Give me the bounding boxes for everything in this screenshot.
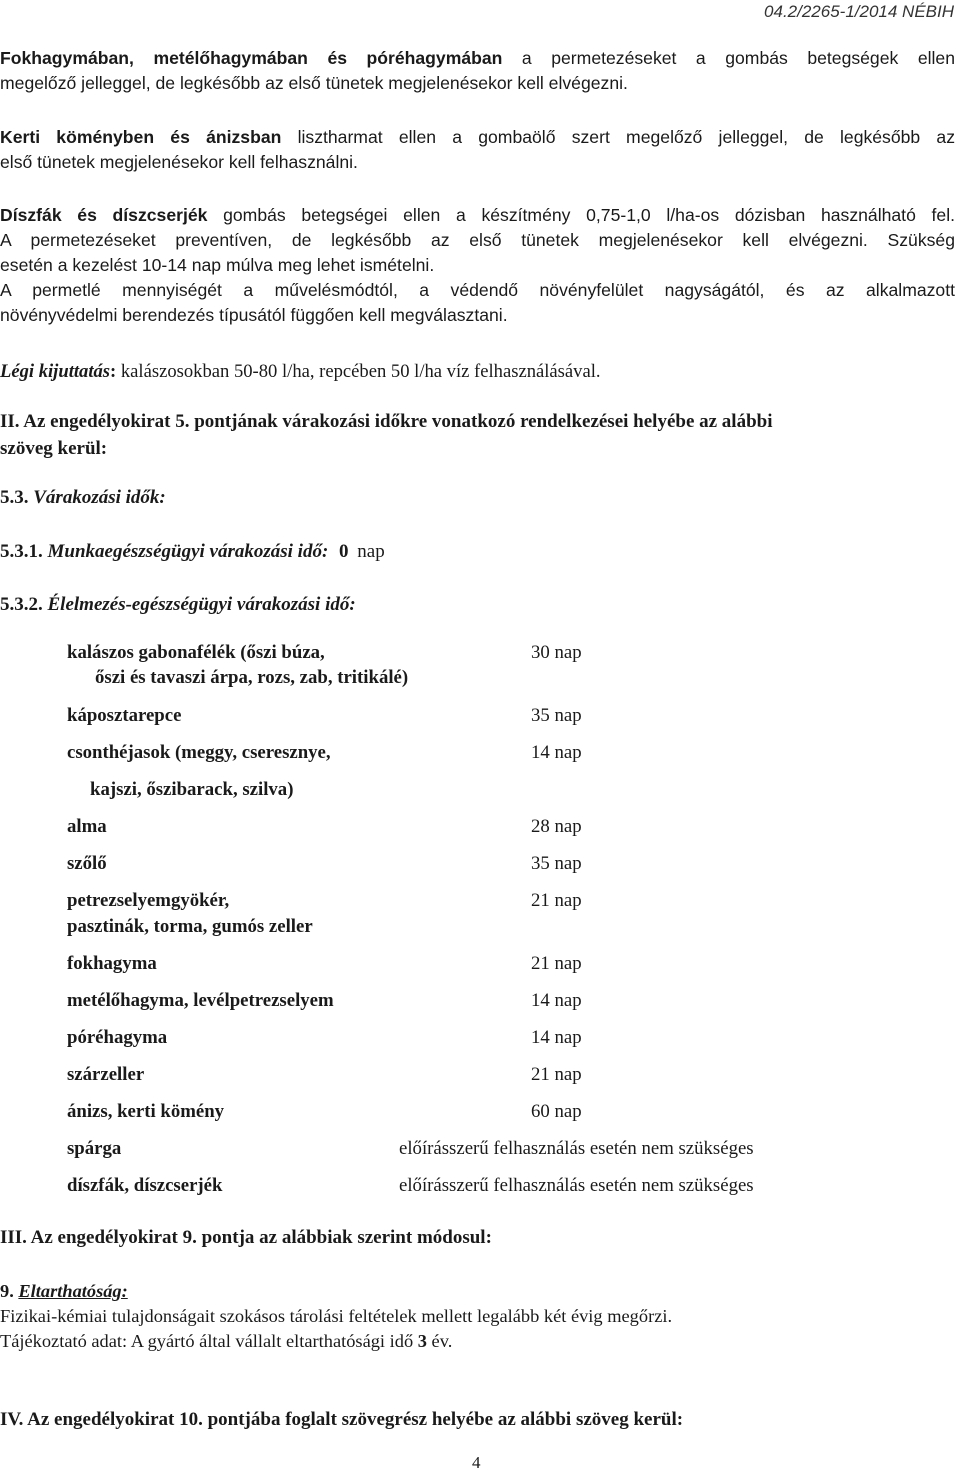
waiting-days: 14 nap — [531, 990, 582, 1011]
table-row — [0, 1064, 955, 1094]
crop-name: szőlő — [67, 853, 107, 874]
table-row — [0, 705, 955, 735]
text-line: első tünetek megjelenésekor kell felhasználni. — [0, 152, 358, 172]
text-line: A permetezéseket preventíven, de legkésőbb az első tünetek megjelenésekor kell elvégezni. Szükség — [0, 230, 955, 250]
section-number: 5.3.2. — [0, 594, 48, 615]
text: év. — [426, 1331, 453, 1351]
document-reference-number: 04.2/2265-1/2014 NÉBIH — [764, 2, 954, 21]
crop-name: fokhagyma — [67, 953, 157, 974]
section-number: 5.3. — [0, 487, 34, 508]
waiting-days: 21 nap — [531, 890, 582, 911]
heading-line: szöveg kerül: — [0, 438, 108, 459]
section-number: 5.3.1. — [0, 541, 48, 562]
waiting-unit: nap — [357, 541, 385, 562]
paragraph-caraway — [0, 125, 955, 175]
paragraph-ornamentals — [0, 203, 955, 328]
waiting-days: 35 nap — [531, 705, 582, 726]
section-heading-ii — [0, 408, 955, 462]
table-row — [0, 1101, 955, 1131]
text-line: megelőző jelleggel, de legkésőbb az első tünetek megjelenésekor kell elvégezni. — [0, 73, 628, 93]
text: kalászosokban 50-80 l/ha, repcében 50 l/ha víz felhasználásával. — [116, 361, 601, 382]
text: gombás betegségei ellen a készítmény 0,75-1,0 l/ha-os dózisban használható fel. — [207, 205, 956, 225]
crop-name: metélőhagyma, levélpetrezselyem — [67, 990, 334, 1011]
crop-name: spárga — [67, 1138, 122, 1159]
text: Tájékoztató adat: A gyártó által vállalt eltarthatósági idő — [0, 1331, 418, 1351]
crop-name: póréhagyma — [67, 1027, 168, 1048]
table-row — [0, 990, 955, 1020]
shelf-life-years: 3 — [417, 1331, 427, 1351]
section-title: Eltarthatóság: — [18, 1281, 128, 1301]
section-9 — [0, 1279, 955, 1354]
paragraph-aerial — [0, 359, 955, 384]
crop-name: alma — [67, 816, 107, 837]
crop-name: csonthéjasok (meggy, cseresznye, — [67, 742, 331, 763]
table-row — [0, 853, 955, 883]
waiting-days: 30 nap — [531, 642, 582, 663]
text-line: esetén a kezelést 10-14 nap múlva meg lehet ismételni. — [0, 255, 435, 275]
waiting-note: előírásszerű felhasználás esetén nem szükséges — [399, 1175, 754, 1196]
table-row — [0, 816, 955, 846]
subsection-5-3 — [0, 484, 955, 511]
aerial-label: Légi kijuttatás — [0, 361, 111, 382]
text: a permetezéseket a gombás betegségek ellen — [502, 48, 955, 68]
waiting-value: 0 — [339, 541, 349, 562]
crop-name-continued: pasztinák, torma, gumós zeller — [67, 916, 313, 937]
table-row-continuation — [0, 667, 955, 697]
text-line: Fizikai-kémiai tulajdonságait szokásos tárolási feltételek mellett legalább két évig megőrzi. — [0, 1306, 673, 1326]
text: lisztharmat ellen a gombaölő szert megelőző jelleggel, de legkésőbb az — [281, 127, 956, 147]
section-title: Munkaegészségügyi várakozási idő: — [47, 541, 329, 562]
section-number: 9. — [0, 1281, 19, 1301]
bold-lead: Kerti köményben és ánizsban — [0, 127, 282, 147]
table-row-continuation — [0, 916, 955, 946]
subsection-5-3-1 — [0, 538, 955, 565]
text-line: A permetlé mennyiségét a művelésmódtól, a védendő növényfelület nagyságától, és az alkalmazott — [0, 280, 955, 300]
section-title: Élelmezés-egészségügyi várakozási idő: — [47, 594, 356, 615]
waiting-days: 35 nap — [531, 853, 582, 874]
subsection-5-3-2 — [0, 591, 955, 618]
waiting-days: 21 nap — [531, 1064, 582, 1085]
crop-name: díszfák, díszcserjék — [67, 1175, 223, 1196]
crop-name-continued: őszi és tavaszi árpa, rozs, zab, tritikálé) — [95, 667, 409, 688]
crop-name-continued: kajszi, őszibarack, szilva) — [90, 779, 294, 800]
waiting-note: előírásszerű felhasználás esetén nem szükséges — [399, 1138, 754, 1159]
waiting-days: 14 nap — [531, 742, 582, 763]
crop-name: szárzeller — [67, 1064, 145, 1085]
table-row — [0, 742, 955, 772]
section-title: Várakozási idők: — [33, 487, 166, 508]
crop-name: káposztarepce — [67, 705, 182, 726]
bold-lead: Fokhagymában, metélőhagymában és póréhagymában — [0, 48, 503, 68]
table-row — [0, 953, 955, 983]
crop-name: kalászos gabonafélék (őszi búza, — [67, 642, 325, 663]
table-row — [0, 1027, 955, 1057]
waiting-days: 21 nap — [531, 953, 582, 974]
colon: : — [110, 361, 117, 382]
waiting-days: 60 nap — [531, 1101, 582, 1122]
waiting-days: 28 nap — [531, 816, 582, 837]
waiting-days: 14 nap — [531, 1027, 582, 1048]
section-heading-iv: IV. Az engedélyokirat 10. pontjába foglalt szövegrész helyébe az alábbi szöveg kerül: — [0, 1409, 684, 1430]
page-number: 4 — [472, 1453, 481, 1472]
bold-lead: Díszfák és díszcserjék — [0, 205, 208, 225]
section-heading-iii: III. Az engedélyokirat 9. pontja az alábbiak szerint módosul: — [0, 1227, 492, 1248]
table-row — [0, 1175, 955, 1205]
paragraph-garlic — [0, 46, 955, 96]
crop-name: ánizs, kerti kömény — [67, 1101, 225, 1122]
table-row — [0, 1138, 955, 1168]
crop-name: petrezselyemgyökér, — [67, 890, 230, 911]
heading-line: II. Az engedélyokirat 5. pontjának várakozási időkre vonatkozó rendelkezései helyébe az alábbi — [0, 411, 773, 432]
text-line: növényvédelmi berendezés típusától függően kell megválasztani. — [0, 305, 508, 325]
table-row-continuation — [0, 779, 955, 809]
